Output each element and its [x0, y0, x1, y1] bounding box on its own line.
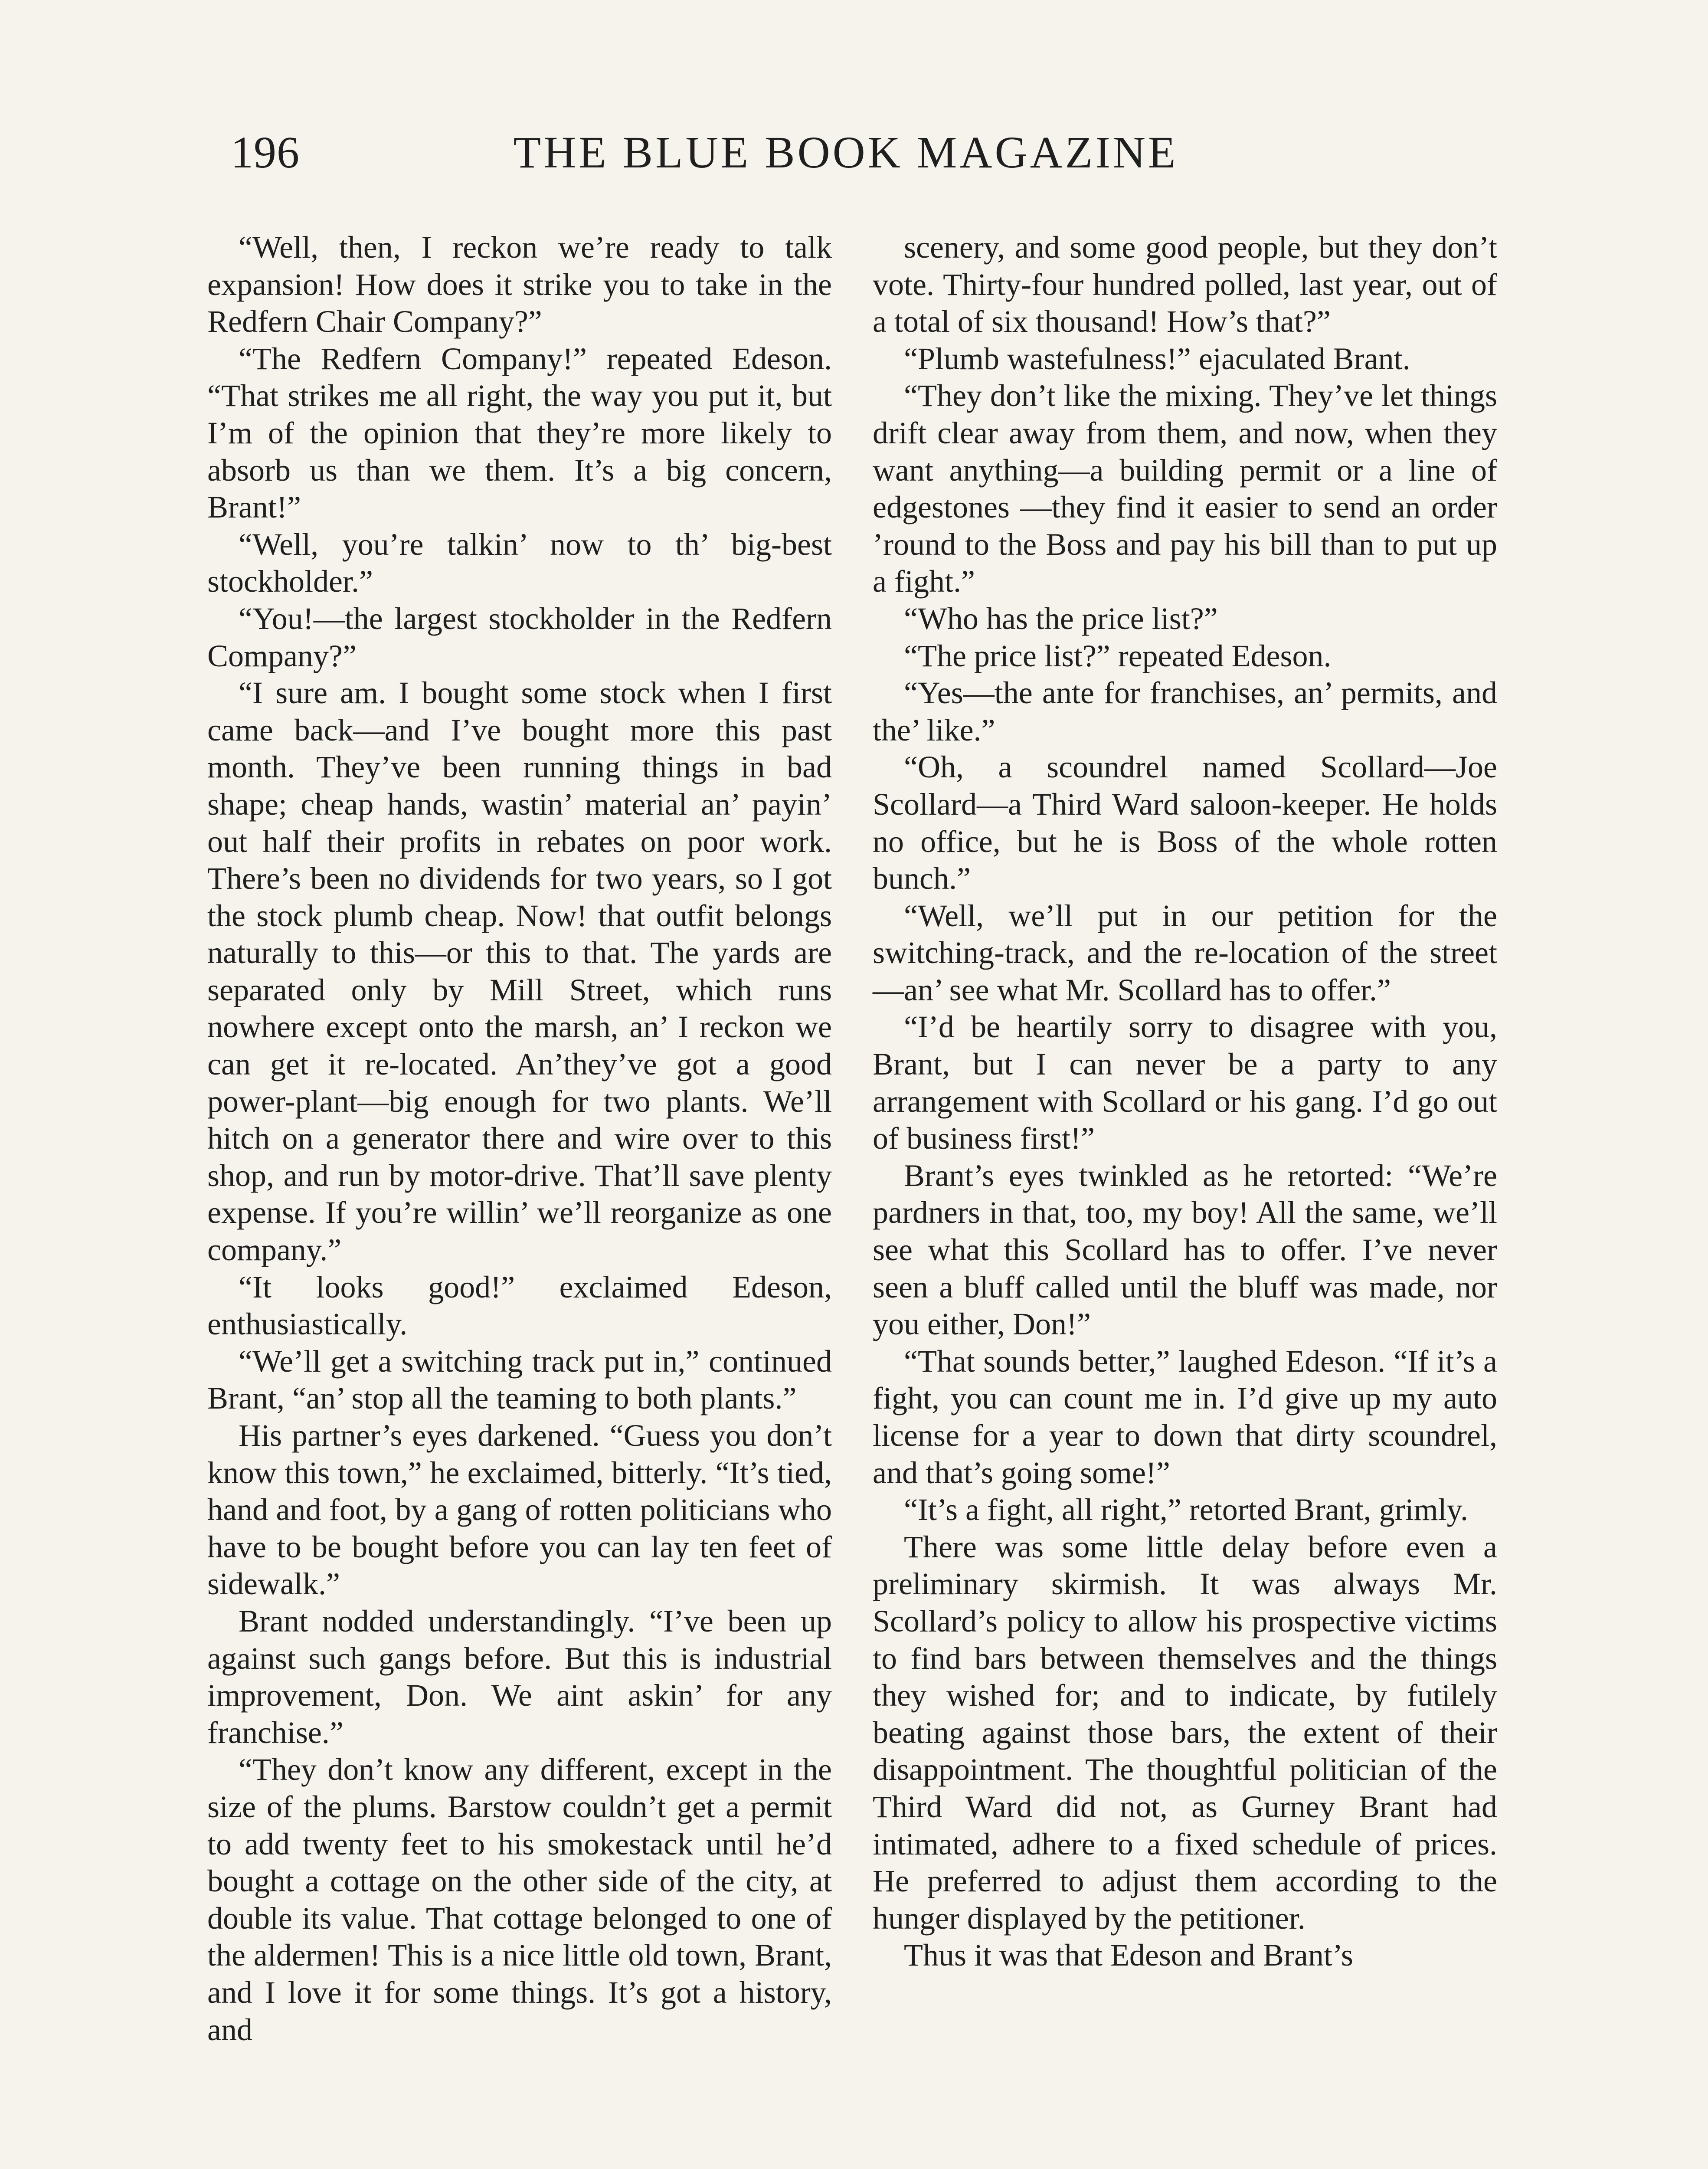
paragraph: scenery, and some good people, but they don’t vote. Thirty-four hundred polled, last year, out of a total of six thousand! How’s that?” [873, 230, 1497, 339]
paragraph: “They don’t like the mixing. They’ve let things drift clear away from them, and now, when they want anything—a building permit or a line of edgestones —they find it easier to send an order ’round to the Boss and pay his bill than to put up a fight.” [873, 378, 1497, 599]
paragraph: “Well, we’ll put in our petition for the switching-track, and the re-location of the street—an’ see what Mr. Scollard has to offer.” [873, 898, 1497, 1007]
paragraph: “Oh, a scoundrel named Scollard—Joe Scollard—a Third Ward saloon-keeper. He holds no office, but he is Boss of the whole rotten bunch.” [873, 750, 1497, 896]
paragraph: “We’ll get a switching track put in,” continued Brant, “an’ stop all the teaming to both plants.” [207, 1343, 832, 1416]
paragraph: “Plumb wastefulness!” ejaculated Brant. [904, 341, 1410, 376]
right-column [873, 229, 1497, 1974]
paragraph: “Well, then, I reckon we’re ready to talk expansion! How does it strike you to take in the Redfern Chair Company?” [207, 230, 832, 339]
running-head: THE BLUE BOOK MAGAZINE [513, 128, 1178, 177]
page-number: 196 [231, 128, 300, 177]
paragraph: “You!—the largest stockholder in the Redfern Company?” [207, 601, 832, 673]
paragraph: “I sure am. I bought some stock when I first came back—and I’ve bought more this past month. They’ve been running things in bad shape; cheap hands, wastin’ material an’ payin’ out half their profits in rebates on poor work. There’s been no dividends for two years, so I got the stock plumb cheap. Now! that outfit belongs naturally to this—or this to that. The yards are separated only by Mill Street, which runs nowhere except onto the marsh, an’ I reckon we can get it re-located. An’they’ve got a good power-plant—big enough for two plants. We’ll hitch on a generator there and wire over to this shop, and run by motor-drive. That’ll save plenty expense. If you’re willin’ we’ll reorganize as one company.” [207, 675, 832, 1268]
paragraph: “That sounds better,” laughed Edeson. “If it’s a fight, you can count me in. I’d give up my auto license for a year to down that dirty scoundrel, and that’s going some!” [873, 1343, 1497, 1490]
paragraph: There was some little delay before even a preliminary skirmish. It was always Mr. Scollard’s policy to allow his prospective victims to find bars between themselves and the things they wished for; and to indicate, by futilely beating against those bars, the extent of their disappointment. The thoughtful politician of the Third Ward did not, as Gurney Brant had intimated, adhere to a fixed schedule of prices. He preferred to adjust them according to the hunger displayed by the petitioner. [873, 1529, 1497, 1936]
left-column [207, 229, 832, 2048]
paragraph: His partner’s eyes darkened. “Guess you don’t know this town,” he exclaimed, bitterly. “It’s tied, hand and foot, by a gang of rotten politicians who have to be bought before you can lay ten feet of sidewalk.” [207, 1418, 832, 1602]
paragraph: “They don’t know any different, except in the size of the plums. Barstow couldn’t get a permit to add twenty feet to his smokestack until he’d bought a cottage on the other side of the city, at double its value. That cottage belonged to one of the aldermen! This is a nice little old town, Brant, and I love it for some things. It’s got a history, and [207, 1752, 832, 2047]
paragraph: Brant nodded understandingly. “I’ve been up against such gangs before. But this is industrial improvement, Don. We aint askin’ for any franchise.” [207, 1603, 832, 1750]
paragraph: “Well, you’re talkin’ now to th’ big-best stockholder.” [207, 527, 832, 599]
paragraph: “Yes—the ante for franchises, an’ permits, and the’ like.” [873, 675, 1497, 747]
paragraph: Thus it was that Edeson and Brant’s [904, 1938, 1353, 1973]
paragraph: “I’d be heartily sorry to disagree with you, Brant, but I can never be a party to any arrangement with Scollard or his gang. I’d go out of business first!” [873, 1009, 1497, 1156]
paragraph: “It looks good!” exclaimed Edeson, enthusiastically. [207, 1269, 832, 1342]
paragraph: “The price list?” repeated Edeson. [904, 638, 1332, 673]
paragraph: Brant’s eyes twinkled as he retorted: “We’re pardners in that, too, my boy! All the same, we’ll see what this Scollard has to offer. I’ve never seen a bluff called until the bluff was made, nor you either, Don!” [873, 1158, 1497, 1342]
paragraph: “The Redfern Company!” repeated Edeson. “That strikes me all right, the way you put it, but I’m of the opinion that they’re more likely to absorb us than we them. It’s a big concern, Brant!” [207, 341, 832, 525]
paragraph: “Who has the price list?” [904, 601, 1218, 636]
paragraph: “It’s a fight, all right,” retorted Brant, grimly. [904, 1492, 1468, 1527]
